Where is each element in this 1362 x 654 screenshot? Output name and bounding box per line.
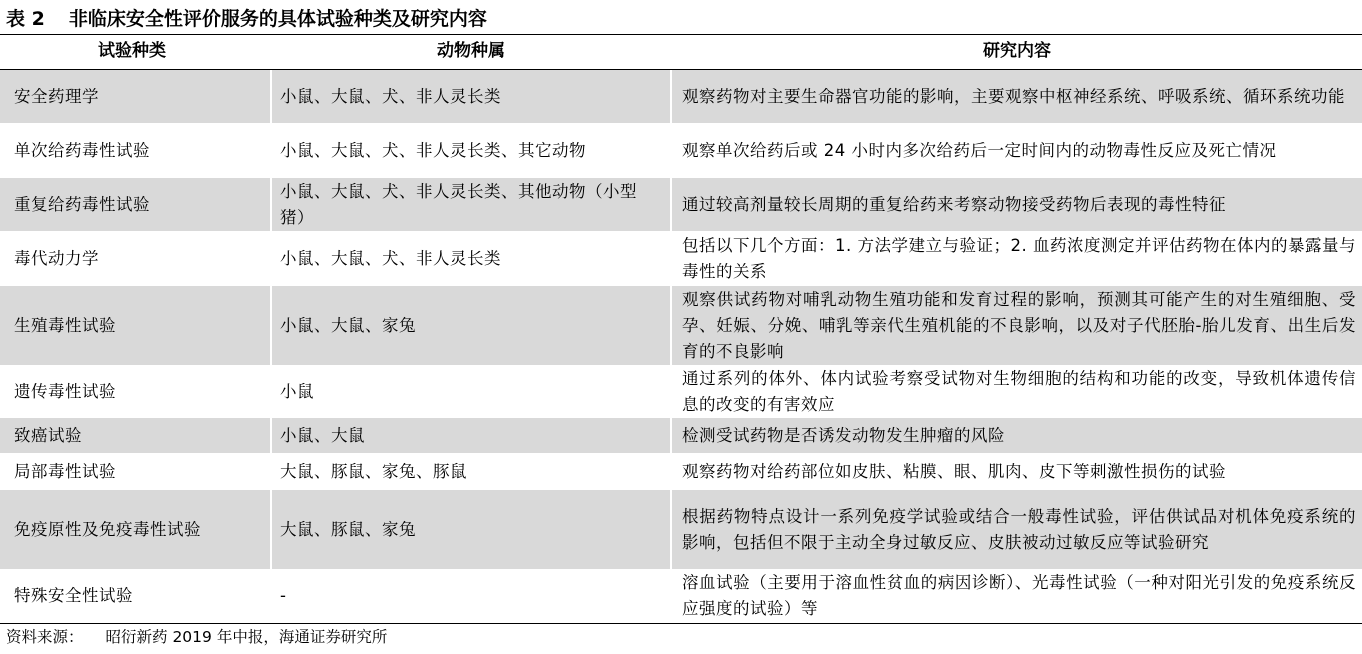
test-type-cell: 致癌试验	[0, 418, 270, 453]
content-cell: 观察供试药物对哺乳动物生殖功能和发育过程的影响，预测其可能产生的对生殖细胞、受孕、妊娠、分娩、哺乳等亲代生殖机能的不良影响，以及对子代胚胎-胎儿发育、出生后发育的不良影响	[672, 286, 1362, 365]
table-row	[0, 570, 1362, 623]
content-cell: 根据药物特点设计一系列免疫学试验或结合一般毒性试验，评估供试品对机体免疫系统的影响，包括但不限于主动全身过敏反应、皮肤被动过敏反应等试验研究	[672, 490, 1362, 569]
table-title-text: 非临床安全性评价服务的具体试验种类及研究内容	[68, 8, 487, 30]
table-title	[6, 6, 487, 32]
header-animal-species: 动物种属	[437, 41, 505, 61]
test-type-cell: 特殊安全性试验	[14, 586, 133, 605]
content-cell: 观察药物对主要生命器官功能的影响，主要观察中枢神经系统、呼吸系统、循环系统功能	[672, 70, 1362, 123]
species-cell: -	[280, 586, 287, 605]
content-cell: 通过系列的体外、体内试验考察受试物对生物细胞的结构和功能的改变，导致机体遗传信息的改变的有害效应	[682, 368, 1356, 414]
source-text: 昭衍新药 2019 年中报，海通证券研究所	[105, 628, 388, 646]
table-row	[0, 366, 1362, 418]
table-row	[0, 286, 1362, 366]
test-type-cell: 生殖毒性试验	[0, 286, 270, 365]
species-cell: 小鼠、大鼠	[272, 418, 670, 453]
source-note	[6, 626, 387, 648]
table-row	[0, 454, 1362, 490]
content-cell: 观察药物对给药部位如皮肤、粘膜、眼、肌肉、皮下等刺激性损伤的试验	[682, 461, 1226, 481]
test-type-cell: 重复给药毒性试验	[0, 178, 270, 231]
species-cell: 小鼠、大鼠、犬、非人灵长类	[272, 70, 670, 123]
species-cell: 小鼠、大鼠、犬、非人灵长类、其它动物	[280, 140, 586, 160]
table-row	[0, 70, 1362, 124]
species-cell: 小鼠、大鼠、犬、非人灵长类	[280, 248, 501, 268]
content-cell: 观察单次给药后或 24 小时内多次给药后一定时间内的动物毒性反应及死亡情况	[682, 140, 1277, 160]
table-row	[0, 232, 1362, 286]
species-cell: 小鼠	[280, 381, 314, 401]
content-cell: 溶血试验（主要用于溶血性贫血的病因诊断）、光毒性试验（一种对阳光引发的免疫系统反应强度的试验）等	[682, 573, 1356, 618]
content-cell: 检测受试药物是否诱发动物发生肿瘤的风险	[672, 418, 1362, 453]
test-type-cell: 遗传毒性试验	[14, 381, 116, 401]
content-cell: 通过较高剂量较长周期的重复给药来考察动物接受药物后表现的毒性特征	[672, 178, 1362, 231]
table-header	[0, 34, 1362, 70]
species-cell: 大鼠、豚鼠、家兔	[272, 490, 670, 569]
species-cell: 小鼠、大鼠、家兔	[272, 286, 670, 365]
table-row	[0, 178, 1362, 232]
content-cell: 包括以下几个方面：1. 方法学建立与验证；2. 血药浓度测定并评估药物在体内的暴露量与毒性的关系	[682, 235, 1356, 281]
table-bottom-rule	[0, 623, 1362, 624]
header-research-content: 研究内容	[983, 41, 1051, 61]
table-number: 表 2	[6, 8, 45, 30]
test-type-cell: 局部毒性试验	[14, 461, 116, 481]
test-type-cell: 安全药理学	[0, 70, 270, 123]
source-label: 资料来源：	[6, 628, 84, 646]
table-body	[0, 70, 1362, 623]
test-type-cell: 单次给药毒性试验	[14, 140, 150, 160]
table-row	[0, 490, 1362, 570]
species-cell: 小鼠、大鼠、犬、非人灵长类、其他动物（小型猪）	[272, 178, 670, 231]
test-type-cell: 免疫原性及免疫毒性试验	[0, 490, 270, 569]
header-test-type: 试验种类	[98, 41, 166, 61]
species-cell: 大鼠、豚鼠、家兔、豚鼠	[280, 461, 467, 481]
table-row	[0, 418, 1362, 454]
table-row	[0, 124, 1362, 178]
test-type-cell: 毒代动力学	[14, 248, 99, 268]
